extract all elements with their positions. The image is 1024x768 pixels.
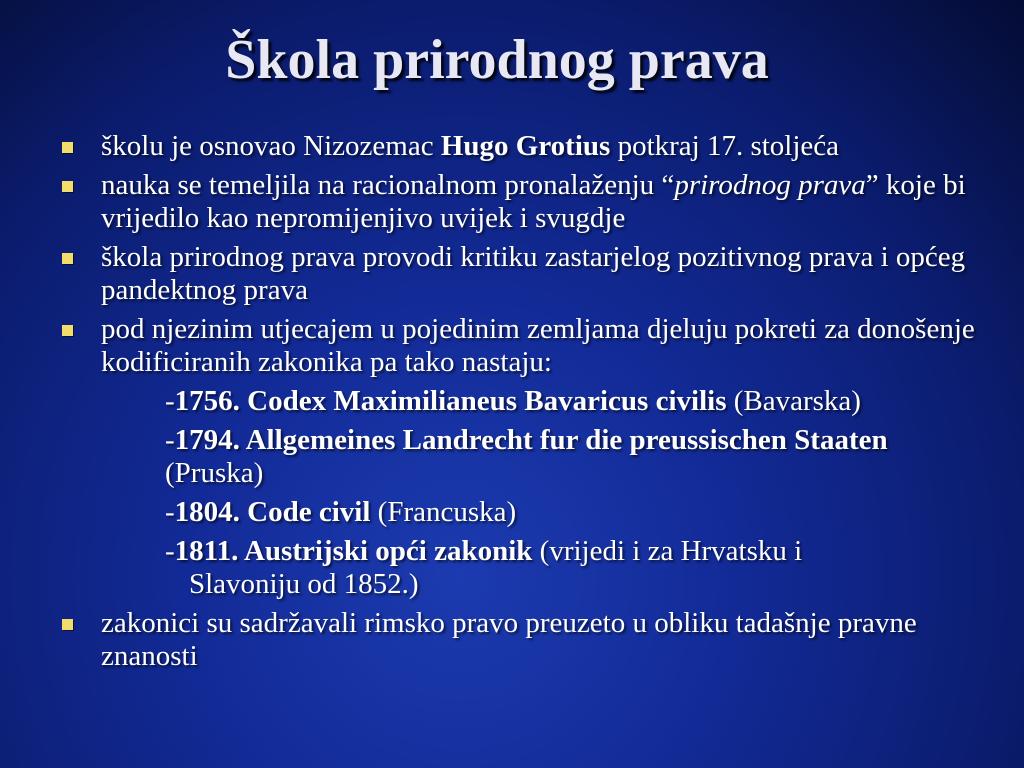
code-continuation: Slavoniju od 1852.)	[189, 568, 419, 600]
bullet-text: nauka se temeljila na racionalnom pronalaženju “	[101, 169, 675, 201]
code-country: (vrijedi i za Hrvatsku i	[532, 535, 803, 567]
bullet-italic-term: prirodnog prava	[674, 169, 866, 201]
bullet-text: škola prirodnog prava provodi kritiku zastarjelog pozitivnog prava i općeg pandektnog prava	[101, 241, 966, 306]
code-title: 1804. Code civil	[174, 496, 371, 528]
bullet-item	[62, 241, 982, 307]
bullet-square-icon	[62, 253, 73, 264]
code-item	[62, 496, 982, 529]
bullet-item	[62, 130, 982, 163]
bullet-square-icon	[62, 325, 73, 336]
bullet-text: pod njezinim utjecajem u pojedinim zemljama djeluju pokreti za donošenje kodificiranih zakonika pa tako nastaju:	[101, 313, 975, 378]
code-item	[62, 535, 982, 601]
code-dash: -	[165, 496, 175, 528]
bullet-square-icon	[62, 142, 73, 153]
bullet-square-icon	[62, 619, 73, 630]
bullet-text: ” koje bi vrijedilo kao nepromijenjivo uvijek i svugdje	[101, 169, 966, 234]
code-item	[62, 424, 982, 490]
bullet-list	[62, 130, 982, 679]
code-dash: -	[165, 424, 175, 456]
code-dash: -	[165, 385, 175, 417]
bullet-item	[62, 313, 982, 379]
bullet-bold-name: Hugo Grotius	[440, 130, 611, 162]
bullet-text: školu je osnovao Nizozemac	[101, 130, 441, 162]
code-item	[62, 385, 982, 418]
code-title: 1794. Allgemeines Landrecht fur die preussischen Staaten	[174, 424, 888, 456]
bullet-text: potkraj 17. stoljeća	[610, 130, 840, 162]
slide-title: Škola prirodnog prava	[225, 29, 769, 91]
code-country: (Bavarska)	[726, 385, 861, 417]
bullet-square-icon	[62, 181, 73, 192]
bullet-text: zakonici su sadržavali rimsko pravo preuzeto u obliku tadašnje pravne znanosti	[101, 607, 917, 672]
bullet-item	[62, 169, 982, 235]
code-dash: -	[165, 535, 175, 567]
code-title: 1811. Austrijski opći zakonik	[174, 535, 533, 567]
code-country: (Pruska)	[165, 457, 264, 489]
bullet-item	[62, 607, 982, 673]
code-country: (Francuska)	[370, 496, 517, 528]
code-title: 1756. Codex Maximilianeus Bavaricus civilis	[174, 385, 727, 417]
